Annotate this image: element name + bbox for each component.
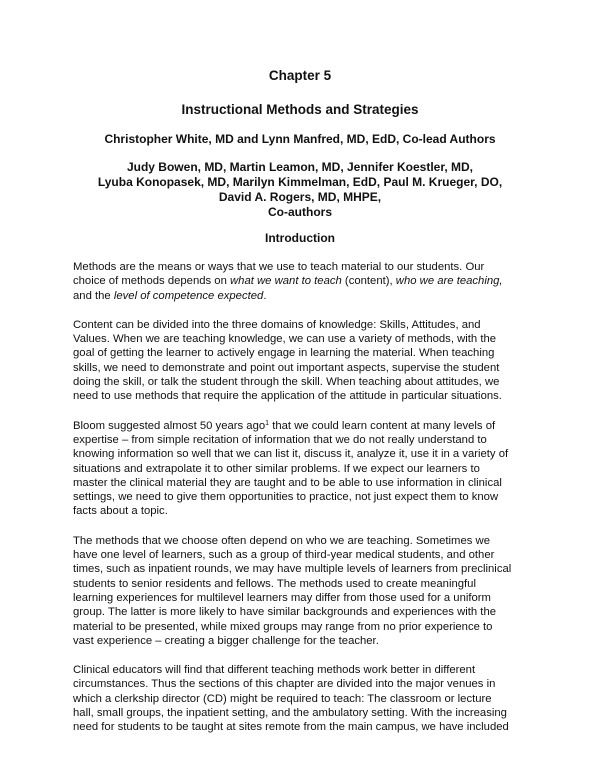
text-line: circumstances. Thus the sections of this chapter are divided into the major venues in: [73, 678, 496, 691]
paragraph-venues: [73, 663, 538, 734]
text-line: Bloom suggested almost 50 years ago$^1$ that we could learn content at many levels of: [73, 419, 496, 432]
text-line: skills, we need to demonstrate and point out important aspects, supervise the student: [73, 361, 500, 374]
text-line: master the clinical material they are taught and to be able to use information in clinical: [73, 476, 502, 489]
coauthor-line: Judy Bowen, MD, Martin Leamon, MD, Jennifer Koestler, MD,: [126, 160, 474, 174]
text-line: need to use methods that require the application of the attitude in particular situations.: [73, 390, 502, 403]
text-line: which a clerkship director (CD) might be required to teach: The classroom or lecture: [73, 692, 492, 705]
text-line: facts about a topic.: [73, 505, 168, 518]
text-line: group. The latter is more likely to have similar backgrounds and experiences with the: [73, 606, 497, 619]
paragraph-domains: [73, 318, 538, 404]
emphasis-text: level of competence expected: [113, 289, 264, 302]
text-line: have one level of learners, such as a group of third-year medical students, and other: [73, 549, 495, 562]
text-line: Values. When we are teaching knowledge, we can use a variety of methods, with the: [73, 333, 497, 346]
text-line: vast experience – creating a bigger challenge for the teacher.: [73, 634, 379, 647]
text-line: situations and extrapolate it to other similar problems. If we expect our learners to: [73, 462, 480, 475]
text-line: hall, small groups, the inpatient setting, and the ambulatory setting. With the increasing: [73, 707, 507, 720]
text-line: and the level of competence expected.: [73, 289, 267, 302]
emphasis-text: what we want to teach: [230, 275, 342, 288]
body-text: [73, 260, 538, 735]
paragraph-learners: [73, 534, 538, 648]
text-line: goal of getting the learner to actively engage in learning the material. When teaching: [73, 347, 495, 360]
paragraph-methods: [73, 260, 538, 303]
text-line: learning experiences for multilevel learners may differ from those used for a uniform: [73, 591, 491, 604]
text-line: settings, we need to give them opportunities to practice, not just expect them to know: [73, 491, 499, 504]
chapter-title: Instructional Methods and Strategies: [181, 102, 419, 117]
emphasis-text: who we are teaching,: [395, 275, 503, 288]
coauthor-line: Lyuba Konopasek, MD, Marilyn Kimmelman, EdD, Paul M. Krueger, DO,: [97, 175, 503, 189]
section-heading: Introduction: [265, 231, 335, 245]
text-line: knowing information so well that we can list it, discuss it, analyze it, use it in a variety of: [73, 448, 509, 461]
text-line: students to senior residents and fellows. The methods used to create meaningful: [73, 577, 476, 590]
text-line: material to be presented, while mixed groups may range from no prior experience to: [73, 620, 493, 633]
text-line: Content can be divided into the three domains of knowledge: Skills, Attitudes, and: [73, 318, 481, 331]
text-line: Clinical educators will find that different teaching methods work better in different: [73, 664, 476, 677]
lead-authors: Christopher White, MD and Lynn Manfred, MD, EdD, Co-lead Authors: [104, 132, 496, 146]
text-line: expertise – from simple recitation of information that we do not really understand to: [73, 433, 487, 446]
paragraph-bloom: [73, 419, 538, 519]
text-line: need for students to be taught at sites remote from the main campus, we have included: [73, 721, 509, 734]
text-line: Methods are the means or ways that we use to teach material to our students. Our: [73, 261, 485, 273]
coauthor-line: Co-authors: [268, 205, 332, 219]
footnote-ref: 1: [265, 419, 270, 427]
text-line: The methods that we choose often depend on who we are teaching. Sometimes we: [73, 534, 490, 547]
coauthors-block: [0, 160, 600, 220]
coauthor-line: David A. Rogers, MD, MHPE,: [218, 190, 382, 204]
text-line: choice of methods depends on what we want to teach (content), who we are teaching,: [73, 275, 503, 288]
chapter-number: Chapter 5: [268, 68, 332, 83]
text-line: times, such as inpatient rounds, we may have multiple levels of learners from preclinical: [73, 563, 512, 576]
text-line: doing the skill, or talk the student through the skill. When teaching about attitudes, we: [73, 376, 500, 389]
